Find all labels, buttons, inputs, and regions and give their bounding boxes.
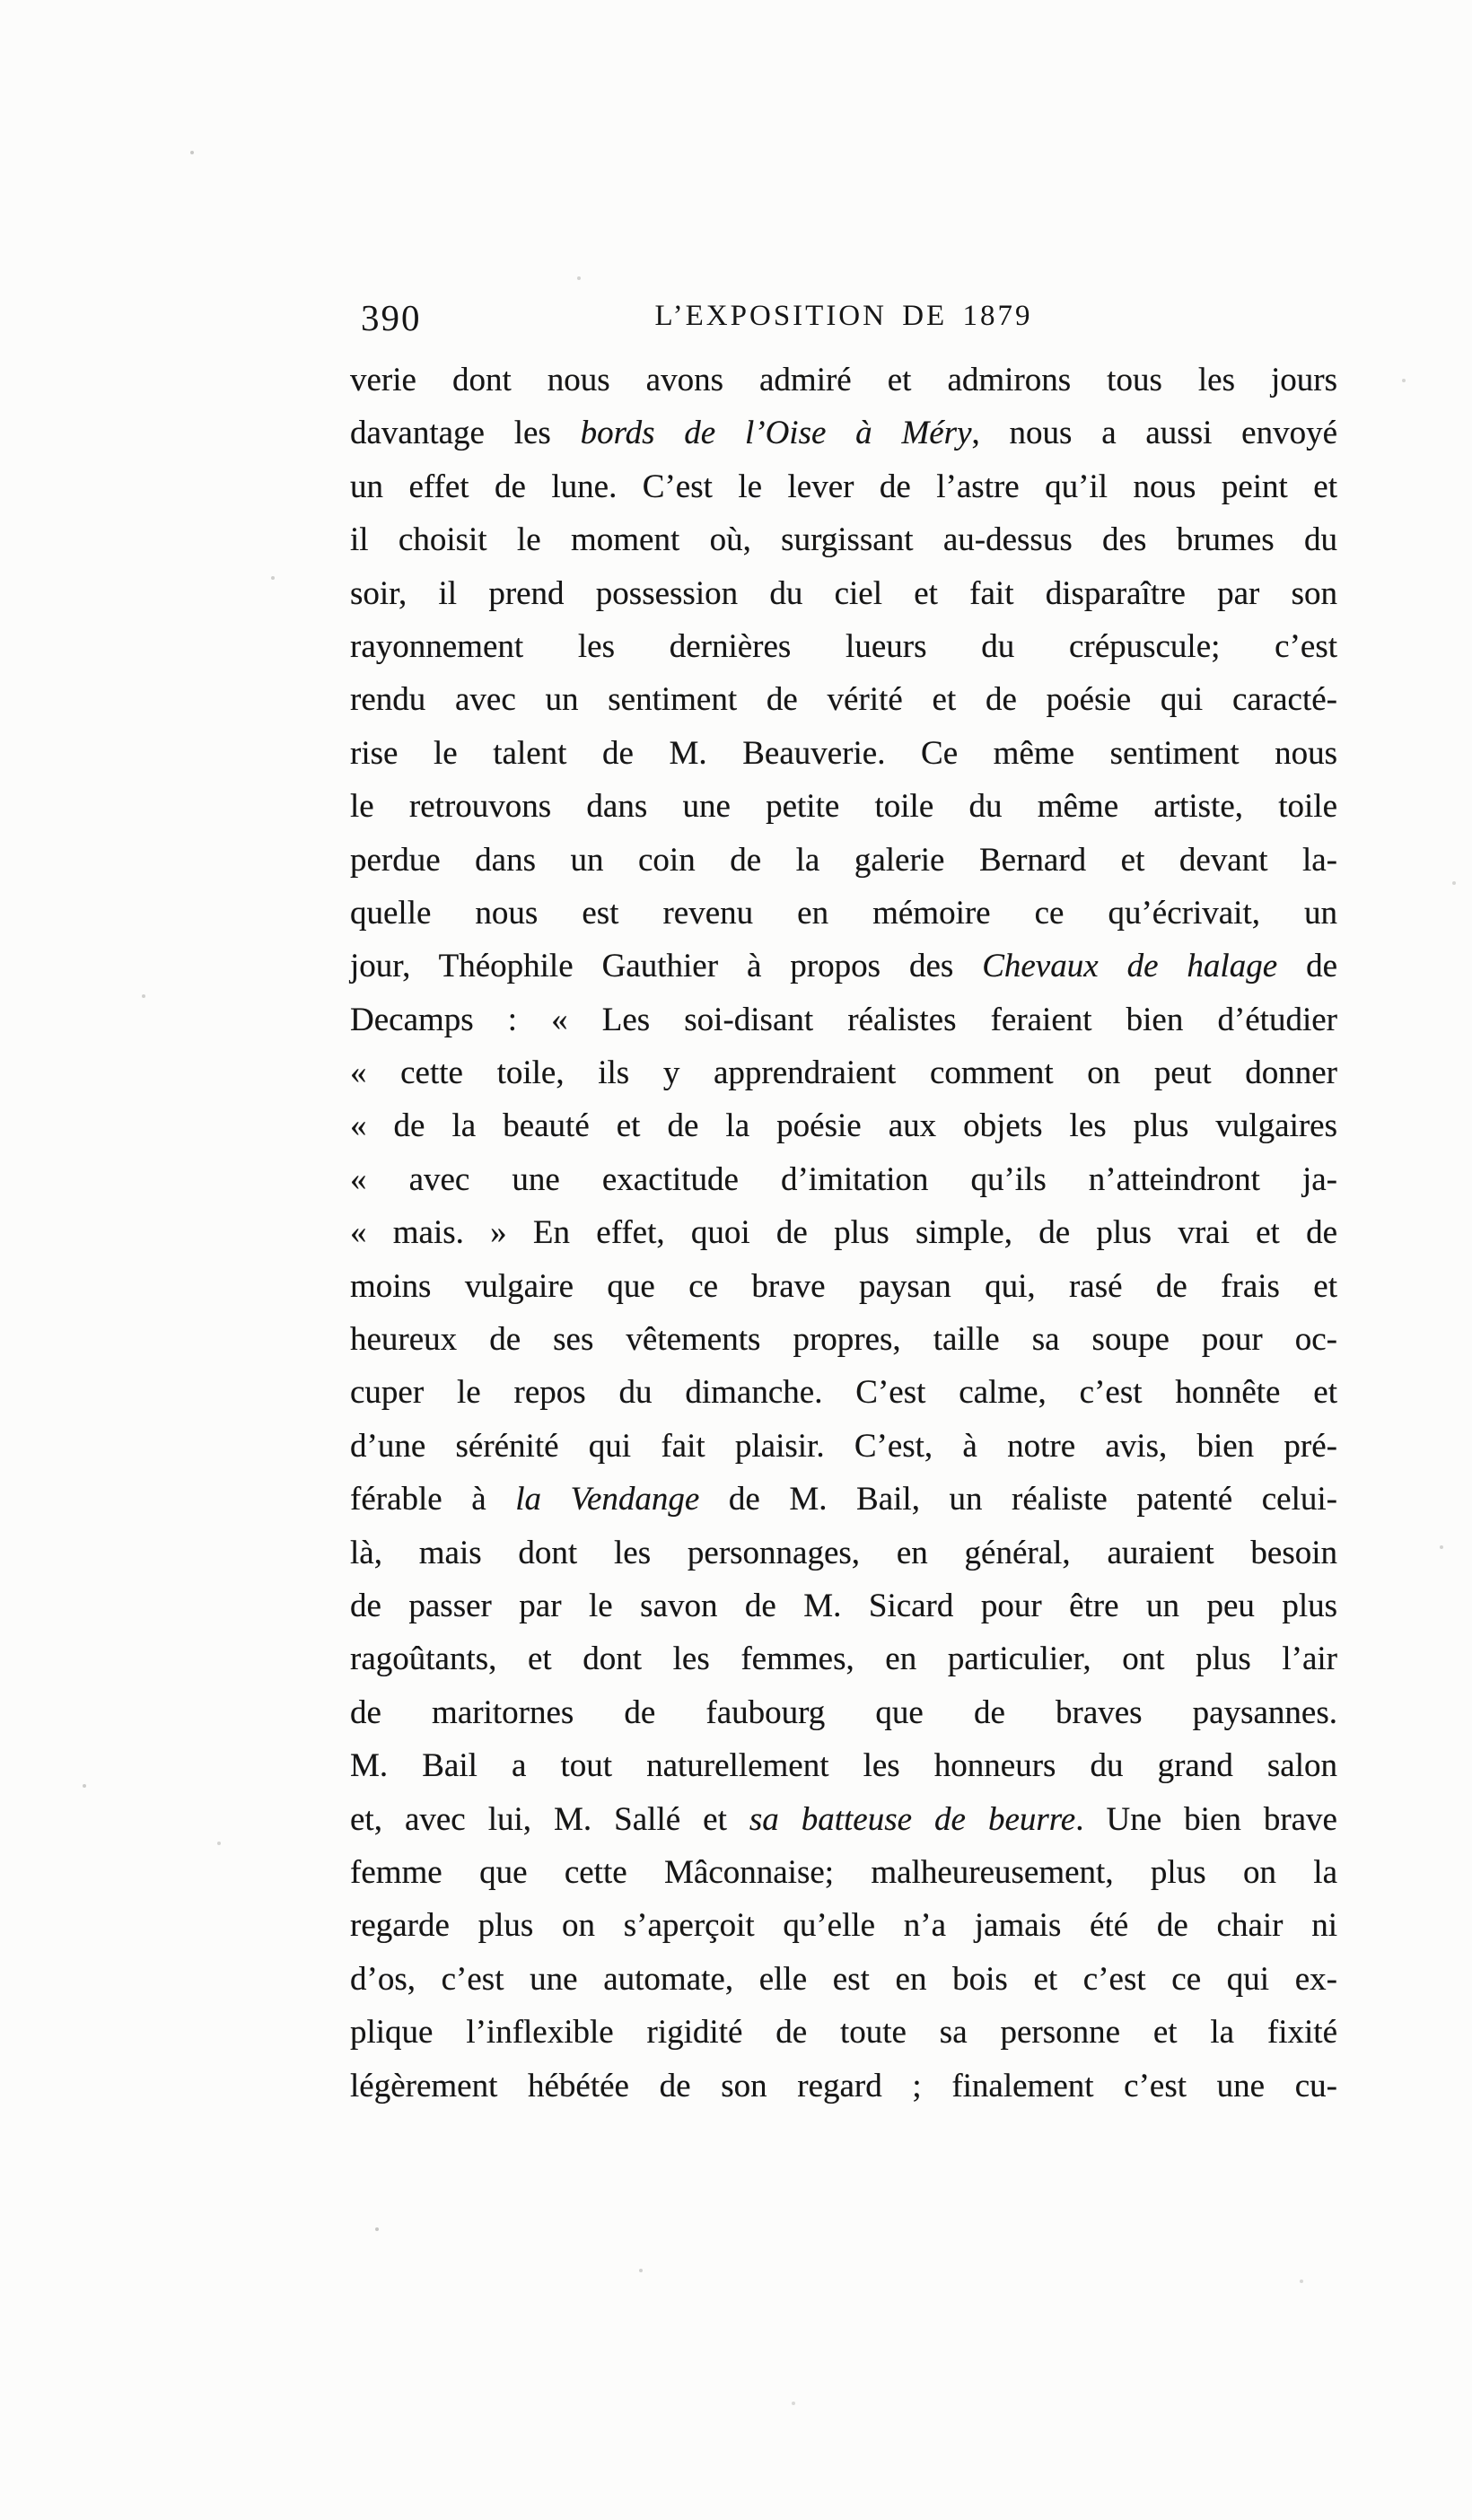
text-segment: de	[1277, 948, 1337, 985]
text-line	[350, 1739, 1337, 1792]
text-line	[350, 1313, 1337, 1366]
text-segment: M. Bail a tout naturellement les honneurs du grand salon	[350, 1747, 1337, 1785]
text-segment: verie dont nous avons admiré et admirons tous les jours	[350, 362, 1337, 398]
text-segment: de passer par le savon de M. Sicard pour être un peu plus	[350, 1587, 1337, 1624]
text-segment: un effet de lune. C’est le lever de l’astre qu’il nous peint et	[350, 468, 1337, 505]
text-line	[350, 407, 1337, 459]
text-line	[350, 1153, 1337, 1206]
text-line	[350, 354, 1337, 407]
text-segment: davantage les	[350, 415, 581, 452]
text-line	[350, 940, 1337, 993]
text-segment: cuper le repos du dimanche. C’est calme, c’est honnête et	[350, 1374, 1337, 1412]
text-segment: de M. Bail, un réaliste patenté celui-	[699, 1481, 1337, 1518]
text-segment: « cette toile, ils y apprendraient comment on peut donner	[350, 1054, 1337, 1092]
text-line	[350, 513, 1337, 566]
text-line	[350, 1366, 1337, 1419]
text-segment: femme que cette Mâconnaise; malheureusement, plus on la	[350, 1853, 1337, 1891]
text-line	[350, 620, 1337, 673]
text-segment: rayonnement les dernières lueurs du crépuscule; c’est	[350, 627, 1337, 665]
text-segment: le retrouvons dans une petite toile du même artiste, toile	[350, 788, 1337, 826]
text-segment: ragoûtants, et dont les femmes, en particulier, ont plus l’air	[350, 1641, 1337, 1678]
text-segment: là, mais dont les personnages, en général, auraient besoin	[350, 1534, 1337, 1571]
text-segment: d’une sérénité qui fait plaisir. C’est, à notre avis, bien pré-	[350, 1427, 1337, 1465]
text-segment: « mais. » En effet, quoi de plus simple, de plus vrai et de	[350, 1214, 1337, 1252]
text-segment: et, avec lui, M. Sallé et	[350, 1800, 749, 1838]
text-line	[350, 2006, 1337, 2059]
italic-work-title: bords de l’Oise à Méry	[580, 415, 972, 452]
text-line	[350, 1579, 1337, 1632]
text-segment: férable à	[350, 1481, 516, 1518]
text-line	[350, 1527, 1337, 1579]
page-header	[350, 296, 1337, 343]
text-line	[350, 834, 1337, 887]
text-segment: , nous a aussi envoyé	[971, 415, 1337, 452]
text-line	[350, 780, 1337, 833]
text-segment: « de la beauté et de la poésie aux objets les plus vulgaires	[350, 1107, 1337, 1145]
text-line	[350, 1099, 1337, 1152]
text-line	[350, 1260, 1337, 1313]
text-segment: quelle nous est revenu en mémoire ce qu’écrivait, un	[350, 894, 1337, 932]
text-line	[350, 673, 1337, 726]
text-line	[350, 1046, 1337, 1099]
text-segment: il choisit le moment où, surgissant au-dessus des brumes du	[350, 521, 1337, 559]
text-segment: plique l’inflexible rigidité de toute sa personne et la fixité	[350, 2014, 1337, 2052]
text-line	[350, 1632, 1337, 1685]
text-line	[350, 1846, 1337, 1899]
text-segment: moins vulgaire que ce brave paysan qui, rasé de frais et	[350, 1267, 1337, 1305]
running-title: L’EXPOSITION DE 1879	[654, 300, 1033, 332]
page-number: 390	[361, 297, 422, 338]
text-block	[350, 354, 1337, 2113]
text-segment: Decamps : « Les soi-disant réalistes feraient bien d’étudier	[350, 1001, 1337, 1038]
text-segment: . Une bien brave	[1075, 1800, 1337, 1838]
text-segment: perdue dans un coin de la galerie Bernard et devant la-	[350, 841, 1337, 879]
scan-specks	[0, 0, 4, 4]
text-segment: soir, il prend possession du ciel et fait disparaître par son	[350, 574, 1337, 612]
italic-work-title: sa batteuse de beurre	[749, 1800, 1076, 1838]
text-line	[350, 1899, 1337, 1952]
italic-work-title: la Vendange	[515, 1481, 700, 1518]
text-segment: légèrement hébétée de son regard ; finalement c’est une cu-	[350, 2067, 1337, 2104]
text-line	[350, 2060, 1337, 2113]
text-line	[350, 1793, 1337, 1846]
text-line	[350, 460, 1337, 513]
text-line	[350, 567, 1337, 620]
text-segment: regarde plus on s’aperçoit qu’elle n’a jamais été de chair ni	[350, 1907, 1337, 1945]
text-segment: de maritornes de faubourg que de braves paysannes.	[350, 1693, 1337, 1731]
text-line	[350, 887, 1337, 940]
text-line	[350, 1206, 1337, 1259]
text-line	[350, 1420, 1337, 1473]
text-line	[350, 1473, 1337, 1526]
text-line	[350, 993, 1337, 1046]
text-line	[350, 1953, 1337, 2006]
text-segment: rise le talent de M. Beauverie. Ce même sentiment nous	[350, 734, 1337, 772]
text-segment: rendu avec un sentiment de vérité et de poésie qui caracté-	[350, 681, 1337, 719]
text-segment: jour, Théophile Gauthier à propos des	[350, 948, 983, 985]
text-line	[350, 1686, 1337, 1739]
text-segment: d’os, c’est une automate, elle est en bois et c’est ce qui ex-	[350, 1960, 1337, 1998]
text-segment: heureux de ses vêtements propres, taille sa soupe pour oc-	[350, 1321, 1337, 1359]
text-line	[350, 727, 1337, 780]
text-segment: « avec une exactitude d’imitation qu’ils n’atteindront ja-	[350, 1160, 1337, 1198]
italic-work-title: Chevaux de halage	[982, 948, 1278, 985]
